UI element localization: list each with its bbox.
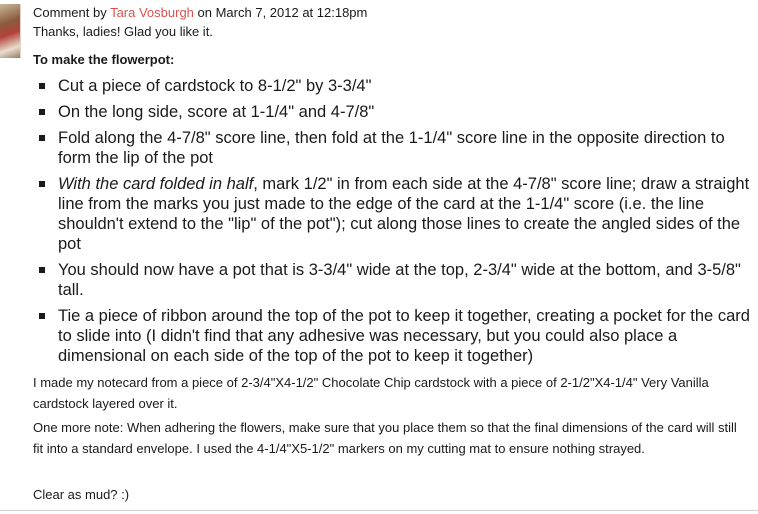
list-item: On the long side, score at 1-1/4" and 4-7/8"	[33, 102, 753, 122]
closing-text: Clear as mud? :)	[33, 487, 130, 502]
comment-meta	[33, 5, 367, 20]
note-paragraph: One more note: When adhering the flowers, make sure that you place them so that the final dimensions of the card will still fit into a standard envelope. I used the 4-1/4"X5-1/2" markers on my cutting mat to ensure nothing strayed.	[33, 420, 737, 456]
section-heading: To make the flowerpot:	[33, 52, 175, 67]
list-item: You should now have a pot that is 3-3/4" wide at the top, 2-3/4" wide at the bottom, and 3-5/8" tall.	[33, 260, 753, 300]
list-item: Fold along the 4-7/8" score line, then fold at the 1-1/4" score line in the opposite direction to form the lip of the pot	[33, 128, 753, 168]
italic-emphasis: With the card folded in half	[58, 175, 254, 193]
list-item-text: , mark 1/2" in from each side at the 4-7/8" score line; draw a straight line from the marks you just made to the edge of the card at the 1-1/4" score (i.e. the line shouldn't extend to the "lip" of the pot"); cut along those lines to create the angled sides of the pot	[58, 175, 750, 253]
notecard-paragraph: I made my notecard from a piece of 2-3/4"X4-1/2" Chocolate Chip cardstock with a piece of 2-1/2"X4-1/4" Very Vanilla cardstock layered over it.	[33, 375, 709, 411]
list-item: Tie a piece of ribbon around the top of the pot to keep it together, creating a pocket for the card to slide into (I didn't find that any adhesive was necessary, but you could also place a dimensional on each side of the top of the pot to keep it together)	[33, 306, 753, 366]
comment-date: on March 7, 2012 at 12:18pm	[193, 5, 368, 20]
greeting-text: Thanks, ladies! Glad you like it.	[33, 24, 213, 39]
list-item	[33, 174, 753, 254]
author-link[interactable]: Tara Vosburgh	[110, 5, 194, 20]
list-item: Cut a piece of cardstock to 8-1/2" by 3-3/4"	[33, 76, 753, 96]
instruction-list	[33, 76, 753, 372]
author-prefix: Comment by	[33, 5, 111, 20]
divider	[0, 510, 758, 511]
avatar[interactable]	[0, 4, 21, 58]
